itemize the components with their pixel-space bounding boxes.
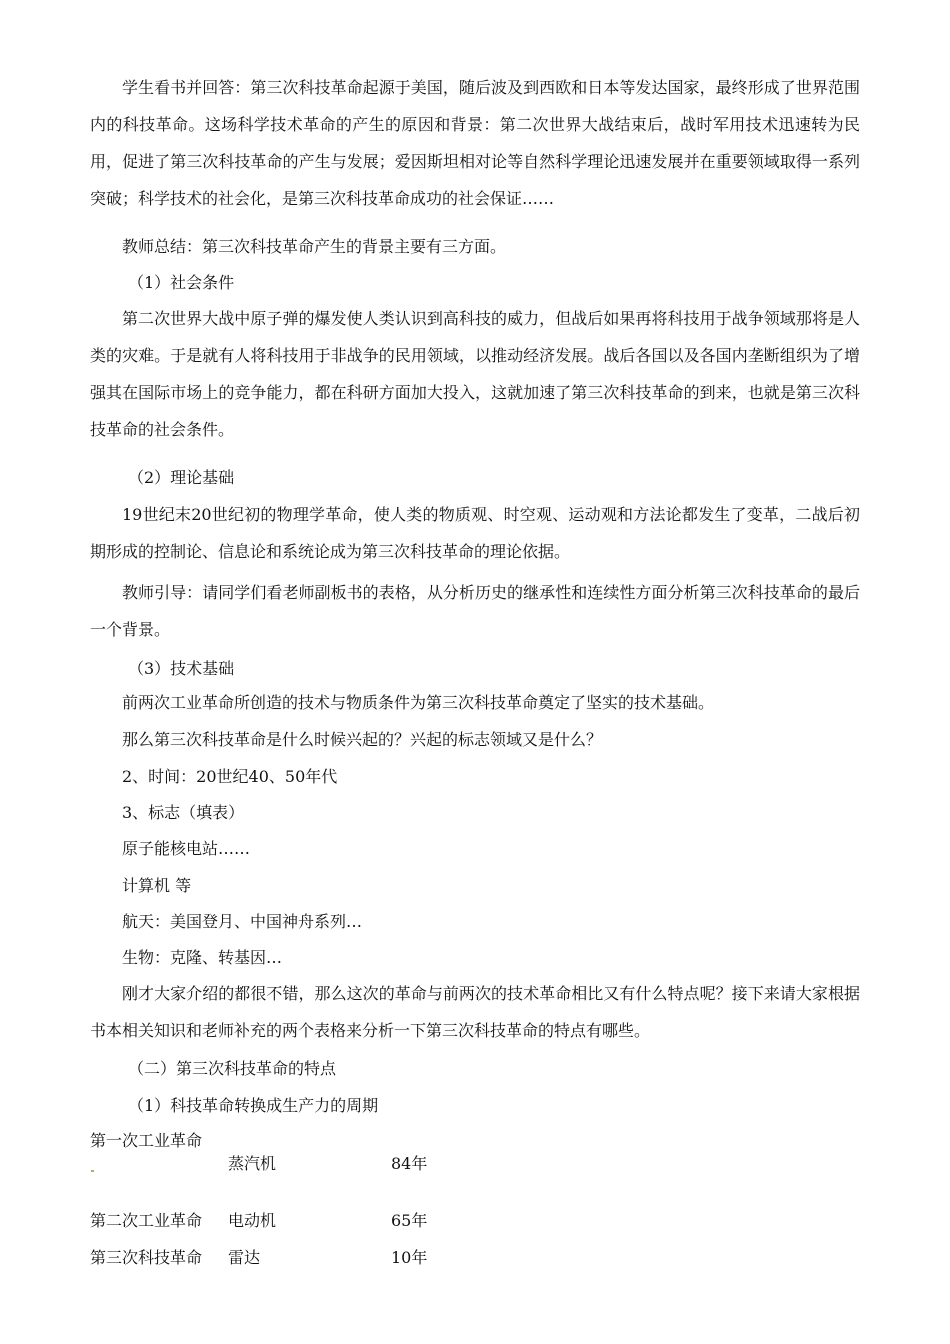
paragraph-teacher-guide: 教师引导：请同学们看老师副板书的表格，从分析历史的继承性和连续性方面分析第三次科技革命的最后一个背景。 — [90, 583, 860, 639]
heading-tech-basis: （3）技术基础 — [128, 659, 235, 678]
paragraph-social-conditions: 第二次世界大战中原子弹的爆发使人类认识到高科技的威力，但战后如果再将科技用于战争领域那将是人类的灾难。于是就有人将科技用于非战争的民用领域，以推动经济发展。战后各国以及各国内垄断组织为了增强其在国际市场上的竞争能力，都在科研方面加大投入，这就加速了第三次科技革命的到来，也就是第三次科技革命的社会条件。 — [90, 309, 860, 439]
table-row-1-invention: 蒸汽机 — [228, 1154, 277, 1173]
table-row-2-revolution: 第二次工业革命 — [90, 1211, 203, 1230]
line-question: 那么第三次科技革命是什么时候兴起的？兴起的标志领域又是什么？ — [122, 730, 603, 749]
line-aerospace: 航天：美国登月、中国神舟系列… — [122, 912, 363, 931]
line-marks: 3、标志（填表） — [122, 803, 245, 822]
paragraph-student-answer: 学生看书并回答：第三次科技革命起源于美国，随后波及到西欧和日本等发达国家，最终形成了世界范围内的科技革命。这场科学技术革命的产生的原因和背景：第二次世界大战结束后，战时军用技术迅速转为民用，促进了第三次科技革命的产生与发展；爱因斯坦相对论等自然科学理论迅速发展并在重要领域取得一系列突破；科学技术的社会化，是第三次科技革命成功的社会保证…… — [90, 78, 860, 208]
table-row-1-revolution: 第一次工业革命 — [90, 1131, 203, 1150]
paragraph-theory-basis: 19世纪末20世纪初的物理学革命，使人类的物质观、时空观、运动观和方法论都发生了变革，二战后初期形成的控制论、信息论和系统论成为第三次科技革命的理论依据。 — [90, 505, 860, 561]
paragraph-teacher-summary: 教师总结：第三次科技革命产生的背景主要有三方面。 — [122, 237, 507, 256]
table-row-1-period: 84年 — [391, 1154, 428, 1173]
heading-cycle: （1）科技革命转换成生产力的周期 — [128, 1096, 379, 1115]
heading-theory-basis: （2）理论基础 — [128, 468, 235, 487]
line-computer: 计算机 等 — [122, 876, 192, 895]
heading-social-conditions: （1）社会条件 — [128, 273, 235, 292]
line-tech-basis: 前两次工业革命所创造的技术与物质条件为第三次科技革命奠定了坚实的技术基础。 — [122, 693, 715, 712]
heading-features: （二）第三次科技革命的特点 — [128, 1059, 337, 1078]
table-row-3-period: 10年 — [391, 1248, 428, 1267]
table-row-2-period: 65年 — [391, 1211, 428, 1230]
line-time: 2、时间：20世纪40、50年代 — [122, 767, 338, 786]
paragraph-features-intro: 刚才大家介绍的都很不错，那么这次的革命与前两次的技术革命相比又有什么特点呢？接下来请大家根据书本相关知识和老师补充的两个表格来分析一下第三次科技革命的特点有哪些。 — [90, 984, 860, 1040]
line-nuclear: 原子能核电站…… — [122, 839, 251, 858]
stray-mark — [91, 1170, 94, 1172]
table-row-3-invention: 雷达 — [228, 1248, 261, 1267]
table-row-2-invention: 电动机 — [228, 1211, 277, 1230]
table-row-3-revolution: 第三次科技革命 — [90, 1248, 203, 1267]
line-biology: 生物：克隆、转基因… — [122, 948, 283, 967]
